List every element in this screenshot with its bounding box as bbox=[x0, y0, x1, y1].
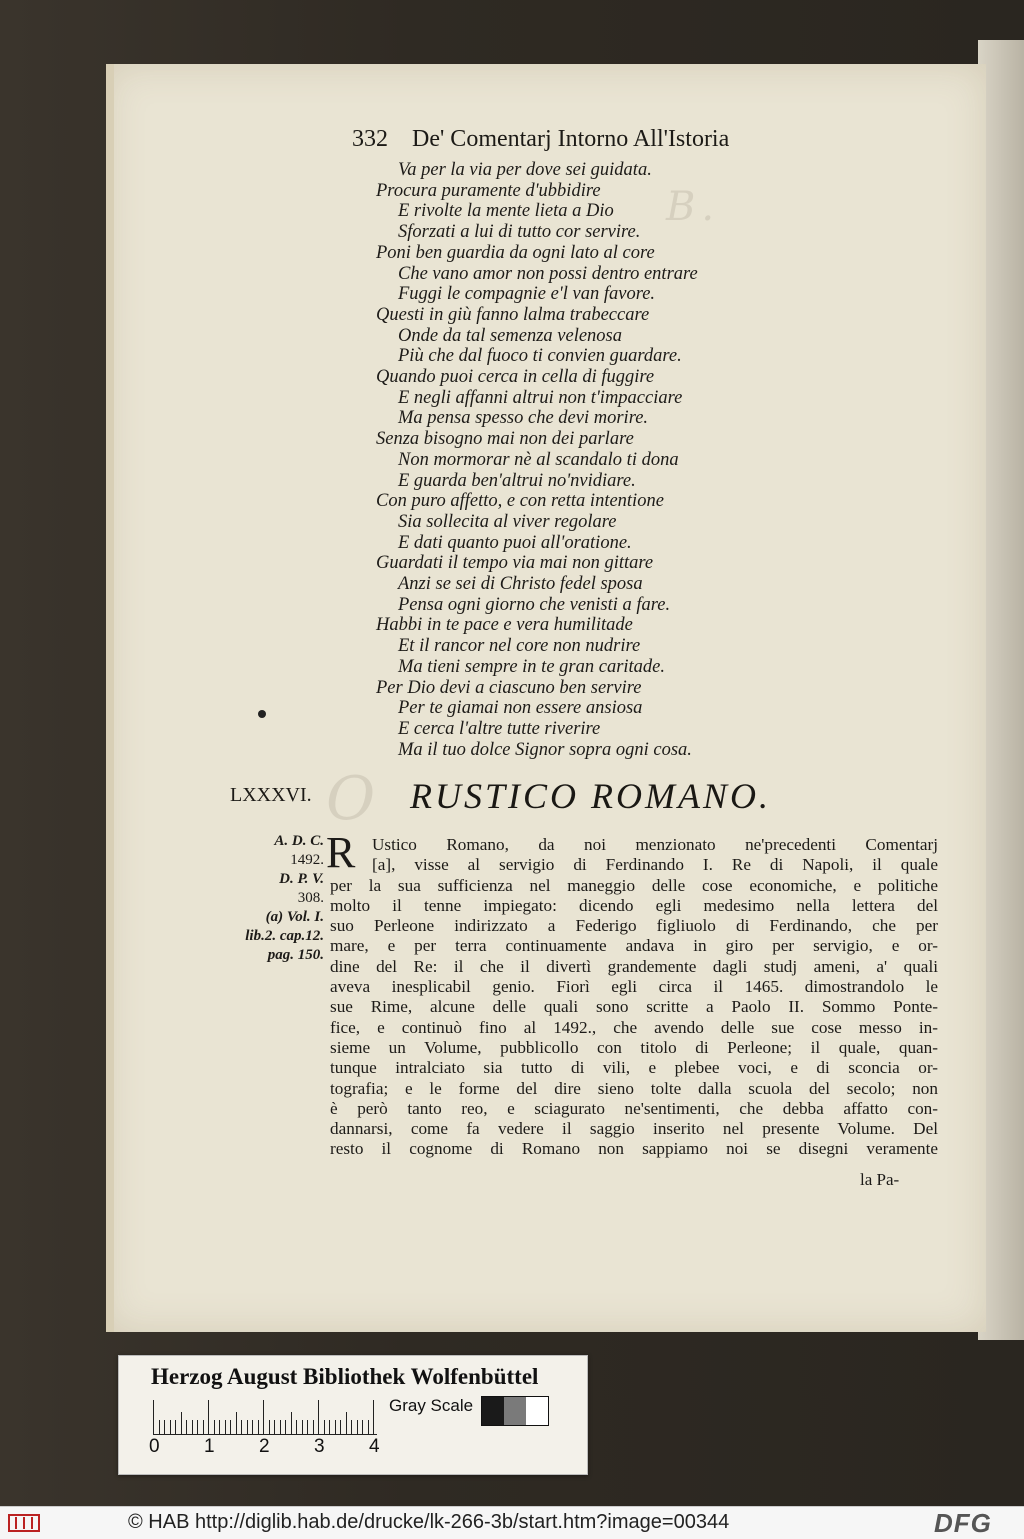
verse-block bbox=[376, 160, 796, 760]
margin-note: (a) Vol. I. bbox=[265, 909, 324, 925]
gray-swatch bbox=[504, 1397, 526, 1425]
scale-digit: 3 bbox=[314, 1436, 325, 1457]
body-text bbox=[326, 828, 938, 1160]
verse-line: Non mormorar nè al scandalo ti dona bbox=[398, 449, 679, 470]
body-line: dine del Re: il che il divertì grandemente dagli studj ameni, a' quali bbox=[330, 956, 938, 976]
verse-line: Fuggi le compagnie e'l van favore. bbox=[398, 284, 656, 305]
body-line: sieme un Volume, pubblicollo con titolo di Perleone; il quale, quan- bbox=[330, 1037, 938, 1057]
verse-line: Poni ben guardia da ogni lato al core bbox=[376, 242, 655, 263]
margin-note: A. D. C. bbox=[274, 833, 324, 849]
ruler-tick bbox=[225, 1420, 226, 1434]
section-title: RUSTICO ROMANO. bbox=[410, 776, 771, 816]
scale-digit: 4 bbox=[369, 1436, 380, 1457]
catchword: la Pa- bbox=[860, 1170, 900, 1189]
running-title: De' Comentarj Intorno All'Istoria bbox=[412, 126, 730, 152]
viewer-footer bbox=[0, 1506, 1024, 1539]
scale-digit: 1 bbox=[204, 1436, 215, 1457]
drop-cap: R bbox=[326, 828, 356, 877]
ruler-tick bbox=[159, 1420, 160, 1434]
gray-swatches bbox=[481, 1396, 549, 1426]
verse-line: Onde da tal semenza velenosa bbox=[398, 325, 623, 346]
ruler-tick bbox=[247, 1420, 248, 1434]
ruler-tick bbox=[329, 1420, 330, 1434]
body-line: mare, e per terra continuamente andava in giro per servigio, e or- bbox=[330, 936, 938, 956]
bullet-mark bbox=[258, 710, 266, 718]
ruler-tick bbox=[175, 1420, 176, 1434]
verse-line: Va per la via per dove sei guidata. bbox=[398, 160, 652, 180]
verse-line: Guardati il tempo via mai non gittare bbox=[376, 553, 654, 574]
gray-swatch bbox=[482, 1397, 504, 1425]
page-gutter bbox=[106, 64, 114, 1332]
ruler-tick bbox=[313, 1420, 314, 1434]
institution-name: Herzog August Bibliothek Wolfenbüttel bbox=[151, 1364, 539, 1389]
ruler-tick bbox=[368, 1420, 369, 1434]
verse-line: Pensa ogni giorno che venisti a fare. bbox=[398, 594, 671, 615]
page-number: 332 bbox=[352, 126, 388, 152]
ruler-tick bbox=[324, 1420, 325, 1434]
bleed-through-mark: B. bbox=[666, 184, 721, 230]
body-line: fice, e continuò fino al 1492., che avendo delle sue cose messo in- bbox=[330, 1017, 938, 1037]
ruler-tick bbox=[258, 1420, 259, 1434]
margin-note: pag. 150. bbox=[267, 947, 324, 963]
ruler-tick bbox=[230, 1420, 231, 1434]
ruler-tick bbox=[170, 1420, 171, 1434]
ruler-tick bbox=[340, 1420, 341, 1434]
ruler-tick bbox=[208, 1400, 209, 1434]
body-line: per la sua sufficienza nel maneggio delle cose economiche, e politiche bbox=[330, 875, 938, 895]
verse-line: Procura puramente d'ubbidire bbox=[376, 180, 601, 201]
ruler-tick bbox=[296, 1420, 297, 1434]
verse-line: E guarda ben'altrui no'nvidiare. bbox=[398, 470, 636, 491]
verse-line: Per Dio devi a ciascuno ben servire bbox=[376, 677, 642, 698]
ruler-tick bbox=[263, 1400, 264, 1434]
ruler-tick bbox=[351, 1420, 352, 1434]
ruler-tick bbox=[346, 1412, 347, 1434]
ruler-tick bbox=[373, 1400, 374, 1434]
body-line: molto il tenne impiegato: dicendo egli medesimo nella lettera del bbox=[330, 895, 938, 915]
ruler-tick bbox=[274, 1420, 275, 1434]
ruler-tick bbox=[291, 1412, 292, 1434]
margin-note: lib.2. cap.12. bbox=[245, 928, 324, 944]
verse-line: Sia sollecita al viver regolare bbox=[398, 511, 617, 532]
ruler-tick bbox=[236, 1412, 237, 1434]
ruler-tick bbox=[302, 1420, 303, 1434]
verse-line: E dati quanto puoi all'oratione. bbox=[398, 532, 632, 553]
margin-note: 308. bbox=[297, 890, 324, 906]
verse-line: Che vano amor non possi dentro entrare bbox=[398, 263, 698, 284]
body-line: suo Perleone indirizzato a Federigo figliuolo di Ferdinando, che per bbox=[330, 916, 938, 936]
ruler-tick bbox=[153, 1400, 154, 1434]
ruler-tick bbox=[269, 1420, 270, 1434]
margin-notes bbox=[220, 832, 324, 965]
body-line: aveva inesplicabil genio. Fiorì egli circa il 1465. dimostrandolo le bbox=[330, 977, 938, 997]
ruler-tick bbox=[219, 1420, 220, 1434]
body-line: tografia; e le forme del dire sieno tolte dalla scuola del secolo; non bbox=[330, 1078, 938, 1098]
body-line: [a], visse al servigio di Ferdinando I. Re di Napoli, il quale bbox=[372, 855, 938, 875]
dfg-logo: DFG bbox=[934, 1508, 992, 1538]
verse-line: E negli affanni altrui non t'impacciare bbox=[398, 387, 683, 408]
verse-line: Quando puoi cerca in cella di fuggire bbox=[376, 367, 655, 388]
ruler-tick bbox=[186, 1420, 187, 1434]
ruler-tick bbox=[362, 1420, 363, 1434]
ruler-tick bbox=[307, 1420, 308, 1434]
ruler-tick bbox=[285, 1420, 286, 1434]
gray-scale-label: Gray Scale bbox=[389, 1396, 474, 1415]
body-line: sue Rime, alcune delle quali sono scritte a Paolo II. Sommo Ponte- bbox=[330, 997, 938, 1017]
verse-line: Per te giamai non essere ansiosa bbox=[398, 698, 643, 719]
ruler-tick bbox=[197, 1420, 198, 1434]
margin-note: D. P. V. bbox=[279, 871, 324, 887]
scale-digit: 0 bbox=[149, 1436, 160, 1457]
verse-line: Senza bisogno mai non dei parlare bbox=[376, 429, 634, 450]
running-header bbox=[352, 126, 822, 153]
verse-line: Questi in giù fanno lalma trabeccare bbox=[376, 304, 650, 325]
verse-line: Più che dal fuoco ti convien guardare. bbox=[398, 346, 682, 367]
ruler-tick bbox=[241, 1420, 242, 1434]
verse-line: Ma tieni sempre in te gran caritade. bbox=[398, 656, 666, 677]
hab-logo-icon bbox=[8, 1513, 40, 1533]
body-line: tunque intralciato sia tutto di vili, e plebee voci, e di sconcia or- bbox=[330, 1058, 938, 1078]
verse-line: Anzi se sei di Christo fedel sposa bbox=[398, 574, 643, 595]
verse-line: E cerca l'altre tutte riverire bbox=[398, 718, 601, 739]
ruler-tick bbox=[192, 1420, 193, 1434]
body-line: dannarsi, come fa vedere il saggio inserito nel presente Volume. Del bbox=[330, 1119, 938, 1139]
bleed-through-mark: O bbox=[326, 764, 376, 834]
verse-line: Habbi in te pace e vera humilitade bbox=[376, 615, 633, 636]
verse-line: Sforzati a lui di tutto cor servire. bbox=[398, 222, 641, 243]
source-url[interactable]: © HAB http://diglib.hab.de/drucke/lk-266-3b/start.htm?image=00344 bbox=[128, 1511, 730, 1533]
color-reference-card bbox=[118, 1355, 588, 1475]
ruler-tick bbox=[357, 1420, 358, 1434]
verse-line: Ma pensa spesso che devi morire. bbox=[398, 408, 649, 429]
ruler-tick bbox=[280, 1420, 281, 1434]
scale-digit: 2 bbox=[259, 1436, 270, 1457]
ruler-tick bbox=[214, 1420, 215, 1434]
verse-line: Et il rancor nel core non nudrire bbox=[398, 636, 641, 657]
section-number: LXXXVI. bbox=[230, 784, 312, 806]
gray-swatch bbox=[526, 1397, 548, 1425]
ruler-tick bbox=[164, 1420, 165, 1434]
ruler-tick bbox=[318, 1400, 319, 1434]
margin-note: 1492. bbox=[290, 852, 324, 868]
verse-line: Ma il tuo dolce Signor sopra ogni cosa. bbox=[398, 739, 692, 760]
ruler-tick bbox=[252, 1420, 253, 1434]
verse-line: Con puro affetto, e con retta intentione bbox=[376, 491, 664, 512]
body-line: è però tanto reo, e sciagurato ne'sentimenti, che debba affatto con- bbox=[330, 1098, 938, 1118]
ruler-tick bbox=[203, 1420, 204, 1434]
verse-line: E rivolte la mente lieta a Dio bbox=[398, 201, 614, 222]
scale-ruler bbox=[153, 1400, 377, 1435]
body-line: resto il cognome di Romano non sappiamo noi se disegni veramente bbox=[330, 1139, 938, 1159]
ruler-tick bbox=[335, 1420, 336, 1434]
body-line: Ustico Romano, da noi menzionato ne'precedenti Comentarj bbox=[372, 835, 938, 854]
ruler-tick bbox=[181, 1412, 182, 1434]
